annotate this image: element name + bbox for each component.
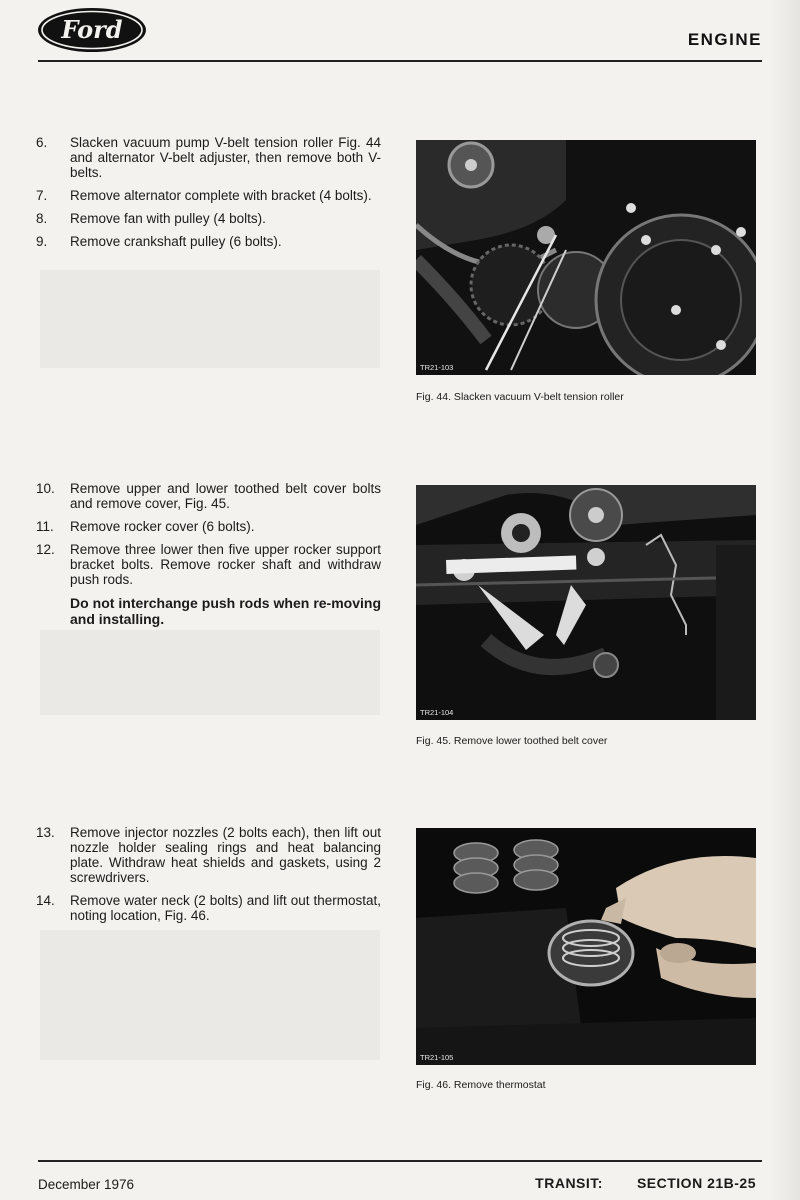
step-item xyxy=(36,211,381,226)
ford-logo xyxy=(36,6,148,54)
publication-date: December 1976 xyxy=(38,1177,135,1192)
figure-44-caption: Fig. 44. Slacken vacuum V-belt tension roller xyxy=(416,391,624,403)
step-number: 9. xyxy=(36,234,48,249)
header-rule xyxy=(38,60,762,62)
step-number: 8. xyxy=(36,211,48,226)
step-number: 6. xyxy=(36,135,48,150)
step-number: 12. xyxy=(36,542,55,557)
bleed-through-shadow xyxy=(40,270,380,368)
step-number: 11. xyxy=(36,519,54,534)
vehicle-model: TRANSIT: xyxy=(535,1175,603,1191)
figure-tag: TR21-105 xyxy=(420,1053,454,1062)
figure-tag: TR21-104 xyxy=(420,708,454,717)
page-edge-shadow xyxy=(770,0,800,1200)
figure-tag: TR21-103 xyxy=(420,363,454,372)
warning-note: Do not interchange push rods when re-moving and installing. xyxy=(70,595,381,627)
bleed-through-shadow xyxy=(40,930,380,1060)
step-text: Slacken vacuum pump V-belt tension roller Fig. 44 and alternator V-belt adjuster, then remove both V-belts. xyxy=(70,135,381,180)
step-text: Remove rocker cover (6 bolts). xyxy=(70,519,255,534)
step-item xyxy=(36,542,381,587)
section-number: SECTION 21B-25 xyxy=(636,1175,756,1191)
engine-photo-illustration xyxy=(416,140,756,375)
ford-logo-lettering: Ford xyxy=(61,15,123,44)
step-item xyxy=(36,825,381,885)
step-item xyxy=(36,519,381,534)
step-item xyxy=(36,893,381,923)
figure-46-caption: Fig. 46. Remove thermostat xyxy=(416,1079,546,1091)
steps-group-2 xyxy=(36,481,381,627)
section-title: ENGINE xyxy=(687,30,762,49)
step-text: Remove crankshaft pulley (6 bolts). xyxy=(70,234,282,249)
figure-46-photo xyxy=(416,828,756,1065)
step-number: 7. xyxy=(36,188,48,203)
step-item xyxy=(36,234,381,249)
steps-group-3 xyxy=(36,825,381,931)
step-text: Remove water neck (2 bolts) and lift out thermostat, noting location, Fig. 46. xyxy=(70,893,381,923)
step-item xyxy=(36,135,381,180)
footer-section-info xyxy=(535,1175,756,1191)
bleed-through-shadow xyxy=(40,630,380,715)
warning-item xyxy=(36,595,381,627)
step-text: Remove fan with pulley (4 bolts). xyxy=(70,211,266,226)
step-item xyxy=(36,481,381,511)
footer-rule xyxy=(38,1160,762,1162)
figure-45-photo xyxy=(416,485,756,720)
step-text: Remove upper and lower toothed belt cover bolts and remove cover, Fig. 45. xyxy=(70,481,381,511)
figure-44-photo xyxy=(416,140,756,375)
figure-45-caption: Fig. 45. Remove lower toothed belt cover xyxy=(416,735,608,747)
step-item xyxy=(36,188,381,203)
step-number: 10. xyxy=(36,481,55,496)
engine-photo-illustration xyxy=(416,485,756,720)
step-number: 13. xyxy=(36,825,55,840)
steps-group-1 xyxy=(36,135,381,257)
engine-photo-illustration xyxy=(416,828,756,1065)
step-text: Remove alternator complete with bracket (4 bolts). xyxy=(70,188,372,203)
step-text: Remove three lower then five upper rocker support bracket bolts. Remove rocker shaft and withdraw push rods. xyxy=(70,542,381,587)
step-text: Remove injector nozzles (2 bolts each), then lift out nozzle holder sealing rings and heat balancing plate. Withdraw heat shields and gaskets, using 2 screwdrivers. xyxy=(70,825,381,885)
step-number: 14. xyxy=(36,893,55,908)
